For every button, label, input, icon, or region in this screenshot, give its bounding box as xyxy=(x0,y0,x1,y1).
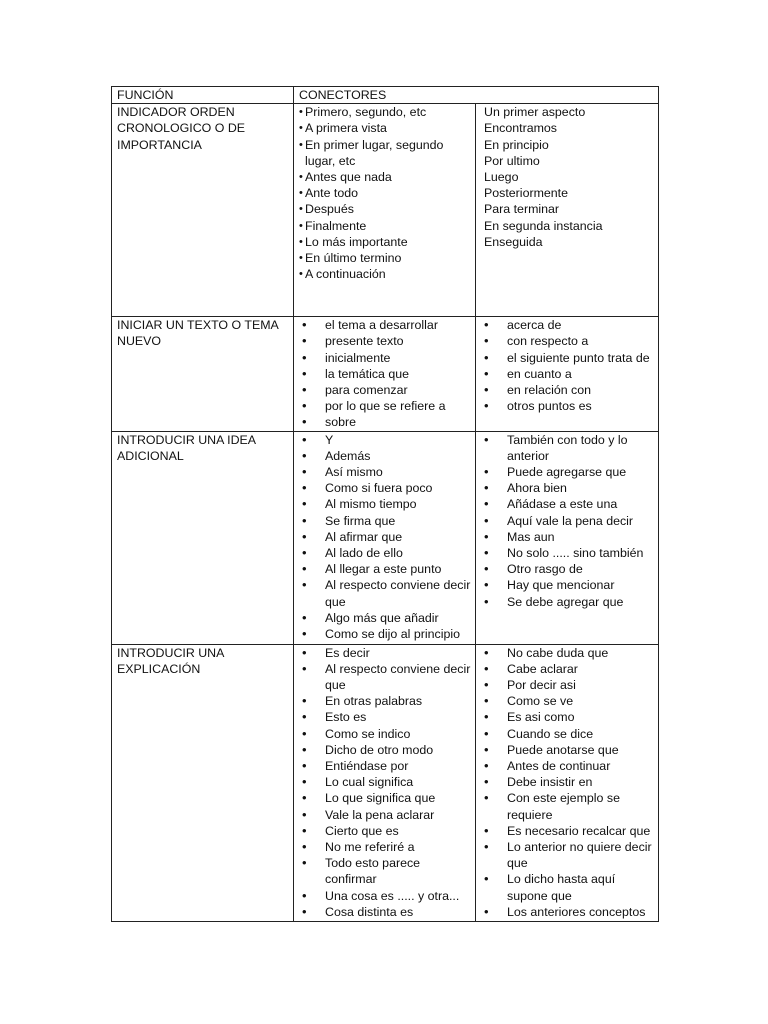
list-item: • el siguiente punto trata de xyxy=(481,350,658,366)
list-item: En principio xyxy=(484,137,549,152)
list-item: • Por decir asi xyxy=(481,677,658,693)
connectors-table xyxy=(111,86,659,922)
list-item: Luego xyxy=(484,170,519,185)
connectors-cell xyxy=(476,104,659,317)
list-item: • Finalmente xyxy=(299,218,475,234)
list-item: • Como se dijo al principio xyxy=(299,626,475,642)
list-item: • Los anteriores conceptos xyxy=(481,904,658,920)
list-item: En segunda instancia xyxy=(484,218,603,233)
list-item: Un primer aspecto xyxy=(484,105,586,120)
list-item: • Lo anterior no quiere decir que xyxy=(481,839,658,871)
list-item: • Al mismo tiempo xyxy=(299,496,475,512)
function-cell: INICIAR UN TEXTO O TEMA NUEVO xyxy=(112,317,294,431)
list-item: • Al afirmar que xyxy=(299,529,475,545)
header-row xyxy=(112,87,659,104)
function-cell: INDICADOR ORDEN CRONOLOGICO O DE IMPORTANCIA xyxy=(112,104,294,317)
list-item: • Lo cual significa xyxy=(299,774,475,790)
table-row xyxy=(112,104,659,317)
list-item: • Puede agregarse que xyxy=(481,464,658,480)
list-item: • Al respecto conviene decir que xyxy=(299,661,475,693)
list-item: Para terminar xyxy=(484,202,560,217)
list-item: • En primer lugar, segundo lugar, etc xyxy=(299,137,475,169)
list-item: • Como se ve xyxy=(481,693,658,709)
list-item: • Lo que significa que xyxy=(299,790,475,806)
list-item: • el tema a desarrollar xyxy=(299,317,475,333)
table-row xyxy=(112,431,659,644)
list-item: • Es necesario recalcar que xyxy=(481,823,658,839)
connectors-cell xyxy=(294,104,476,317)
list-item: • en relación con xyxy=(481,382,658,398)
list-item: • Puede anotarse que xyxy=(481,742,658,758)
list-item: • sobre xyxy=(299,414,475,430)
list-item: • Otro rasgo de xyxy=(481,561,658,577)
list-item: • Se firma que xyxy=(299,513,475,529)
list-item: • Ahora bien xyxy=(481,480,658,496)
list-item: • Cosa distinta es xyxy=(299,904,475,920)
connectors-cell xyxy=(476,431,659,644)
list-item: • presente texto xyxy=(299,333,475,349)
list-item: • Una cosa es ..... y otra... xyxy=(299,888,475,904)
connectors-cell xyxy=(476,644,659,921)
list-item: • Antes que nada xyxy=(299,169,475,185)
list-item: • Se debe agregar que xyxy=(481,594,658,610)
list-item: • En último termino xyxy=(299,250,475,266)
list-item: Posteriormente xyxy=(484,186,569,201)
list-item: • Ante todo xyxy=(299,185,475,201)
list-item: • Al lado de ello xyxy=(299,545,475,561)
list-item: • Entiéndase por xyxy=(299,758,475,774)
list-item: • en cuanto a xyxy=(481,366,658,382)
header-function: FUNCIÓN xyxy=(112,87,294,104)
list-item: Por ultimo xyxy=(484,153,540,168)
list-item: • Lo más importante xyxy=(299,234,475,250)
list-item: • Así mismo xyxy=(299,464,475,480)
list-item: • No me referiré a xyxy=(299,839,475,855)
list-item: • En otras palabras xyxy=(299,693,475,709)
list-item: • Dicho de otro modo xyxy=(299,742,475,758)
connectors-cell xyxy=(476,317,659,431)
list-item: Encontramos xyxy=(484,121,558,136)
list-item: • Como si fuera poco xyxy=(299,480,475,496)
list-item: • Cierto que es xyxy=(299,823,475,839)
list-item: • Aquí vale la pena decir xyxy=(481,513,658,529)
list-item: Enseguida xyxy=(484,234,543,249)
list-item: • Es decir xyxy=(299,645,475,661)
list-item: • Hay que mencionar xyxy=(481,577,658,593)
list-item: • Todo esto parece confirmar xyxy=(299,855,475,887)
list-item: • No cabe duda que xyxy=(481,645,658,661)
list-item: • por lo que se refiere a xyxy=(299,398,475,414)
list-item: • inicialmente xyxy=(299,350,475,366)
list-item: • otros puntos es xyxy=(481,398,658,414)
list-item: • la temática que xyxy=(299,366,475,382)
list-item: • con respecto a xyxy=(481,333,658,349)
list-item: • Esto es xyxy=(299,709,475,725)
list-item: • También con todo y lo anterior xyxy=(481,432,658,464)
list-item: • No solo ..... sino también xyxy=(481,545,658,561)
list-item: • Añádase a este una xyxy=(481,496,658,512)
connectors-cell xyxy=(294,644,476,921)
list-item: • Y xyxy=(299,432,475,448)
function-cell: INTRODUCIR UNA IDEA ADICIONAL xyxy=(112,431,294,644)
list-item: • Debe insistir en xyxy=(481,774,658,790)
list-item: • Al llegar a este punto xyxy=(299,561,475,577)
list-item: • A primera vista xyxy=(299,120,475,136)
list-item: • Con este ejemplo se requiere xyxy=(481,790,658,822)
list-item: • Lo dicho hasta aquí supone que xyxy=(481,871,658,903)
list-item: • Al respecto conviene decir que xyxy=(299,577,475,609)
list-item: • Después xyxy=(299,201,475,217)
list-item: • Es asi como xyxy=(481,709,658,725)
list-item: • Además xyxy=(299,448,475,464)
list-item: • Algo más que añadir xyxy=(299,610,475,626)
function-cell: INTRODUCIR UNA EXPLICACIÓN xyxy=(112,644,294,921)
connectors-cell xyxy=(294,431,476,644)
list-item: • Antes de continuar xyxy=(481,758,658,774)
list-item: • Cuando se dice xyxy=(481,726,658,742)
list-item: • acerca de xyxy=(481,317,658,333)
table-row xyxy=(112,644,659,921)
list-item: • A continuación xyxy=(299,266,475,282)
list-item: • Como se indico xyxy=(299,726,475,742)
list-item: • Cabe aclarar xyxy=(481,661,658,677)
list-item: • para comenzar xyxy=(299,382,475,398)
list-item: • Mas aun xyxy=(481,529,658,545)
list-item: • Vale la pena aclarar xyxy=(299,807,475,823)
header-connectors: CONECTORES xyxy=(294,87,659,104)
table-row xyxy=(112,317,659,431)
connectors-cell xyxy=(294,317,476,431)
list-item: • Primero, segundo, etc xyxy=(299,104,475,120)
